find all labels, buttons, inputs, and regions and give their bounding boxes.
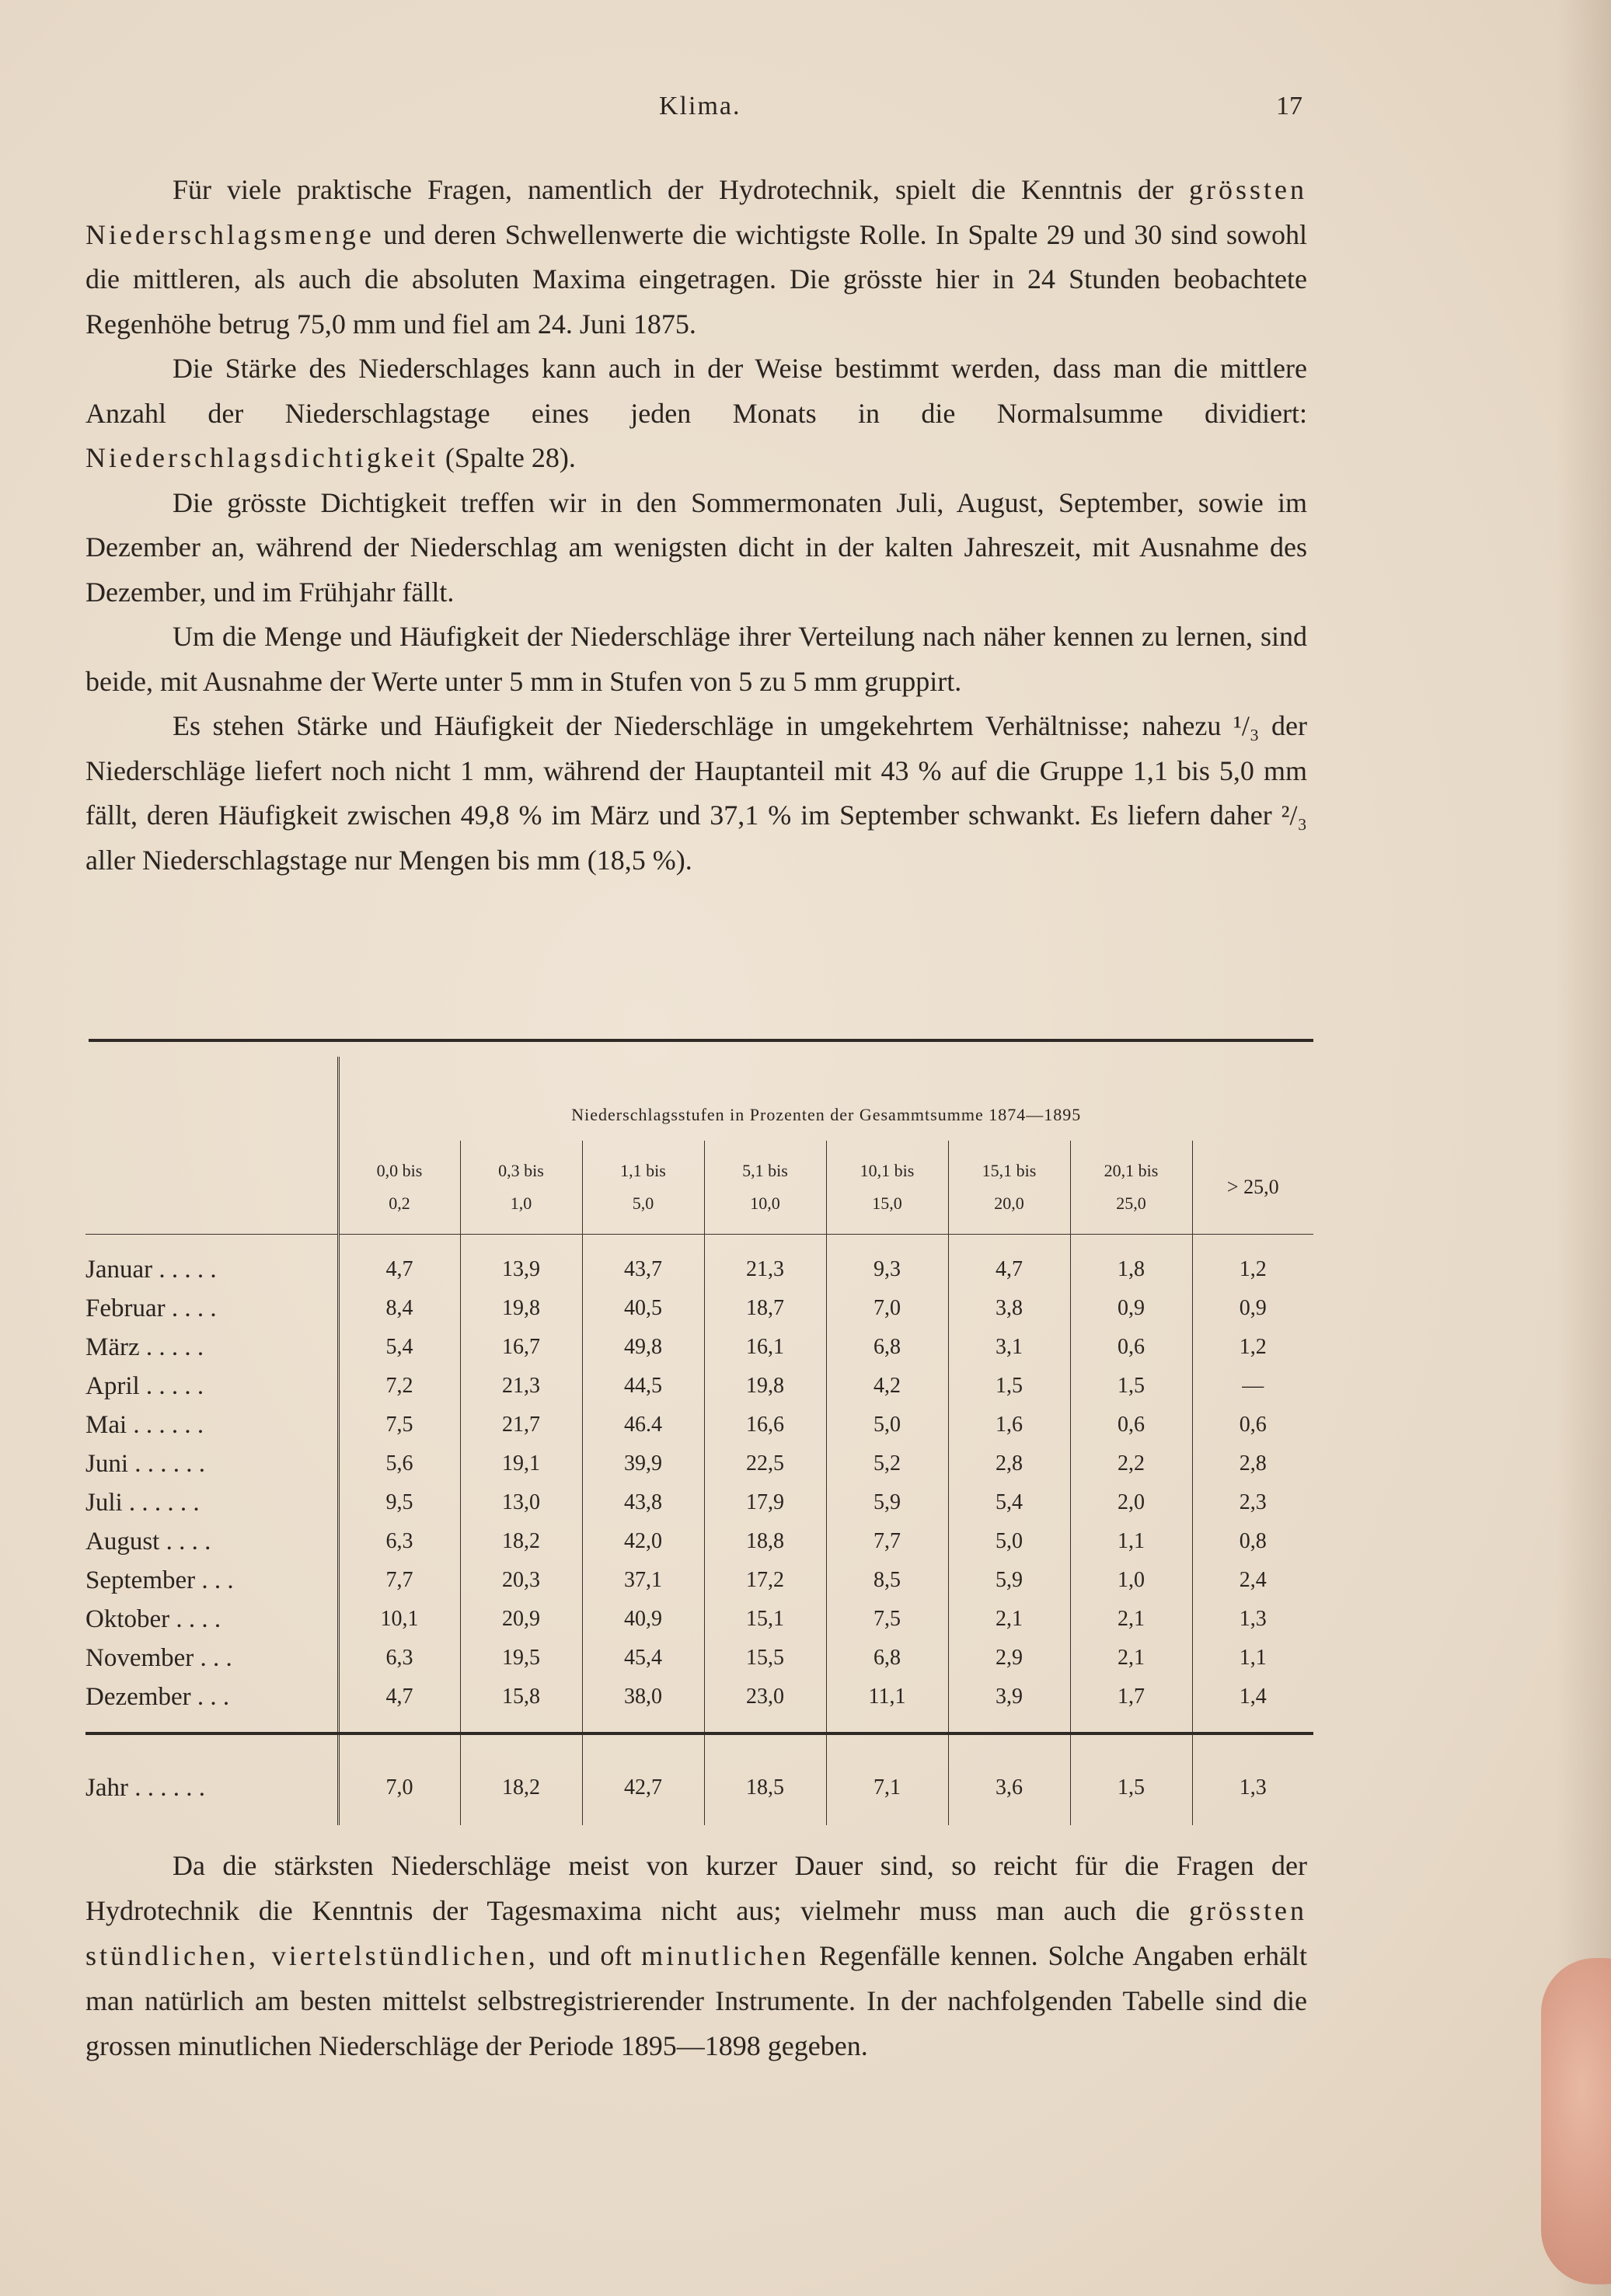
table-cell: 3,8 (948, 1289, 1070, 1328)
column-header-line2: 15,0 (872, 1193, 902, 1213)
column-header (704, 1141, 826, 1235)
row-label: Januar . . . . . (85, 1255, 217, 1284)
column-header-line2: 20,0 (994, 1193, 1024, 1213)
table-cell: 2,8 (1192, 1444, 1313, 1483)
table-cell: 7,0 (826, 1289, 948, 1328)
table-caption-row (85, 1057, 1313, 1141)
table-cell: 2,3 (1192, 1483, 1313, 1522)
table-cell: 38,0 (582, 1678, 704, 1733)
table-cell: 7,5 (826, 1600, 948, 1639)
column-header (826, 1141, 948, 1235)
page-number: 17 (1276, 92, 1302, 120)
table-cell: 4,7 (338, 1235, 460, 1290)
table-cell: 13,9 (460, 1235, 582, 1290)
table-cell: 1,3 (1192, 1600, 1313, 1639)
table-cell: 6,8 (826, 1328, 948, 1367)
table-cell: 5,4 (338, 1328, 460, 1367)
table-cell: 2,9 (948, 1639, 1070, 1678)
table-cell: 13,0 (460, 1483, 582, 1522)
table-cell: 3,1 (948, 1328, 1070, 1367)
table-cell: 2,1 (1070, 1600, 1192, 1639)
table-cell: 45,4 (582, 1639, 704, 1678)
row-label: November . . . (85, 1643, 232, 1672)
paragraph-text: Regenfälle kennen. Solche Angaben erhält man natürlich am besten mittelst selbstregistrierender Instrumente. In der nachfolgenden Tabelle sind die grossen minutlichen Niederschläge der Periode 1895—1898 gegeben. (85, 1940, 1307, 2061)
paragraph (85, 168, 1307, 347)
table-cell: 42,7 (582, 1733, 704, 1825)
table-row (85, 1367, 1313, 1406)
paragraph-text: Da die stärksten Niederschläge meist von kurzer Dauer sind, so reicht für die Fragen der Hydrotechnik die Kenntnis der Tagesmaxima nicht aus; vielmehr muss man auch die (85, 1850, 1307, 1926)
column-header-line1: 10,1 bis (860, 1161, 915, 1180)
table-cell: 6,3 (338, 1522, 460, 1561)
table-row (85, 1289, 1313, 1328)
table-cell: 2,2 (1070, 1444, 1192, 1483)
table-cell: 20,9 (460, 1600, 582, 1639)
running-title: Klima. (659, 92, 741, 120)
table-cell: 7,0 (338, 1733, 460, 1825)
table-cell: 8,5 (826, 1561, 948, 1600)
paragraph-text: Es stehen Stärke und Häufigkeit der Niederschläge in umgekehrtem Verhältnisse; nahezu ¹/₃ der Niederschläge liefert noch nicht 1 mm, während der Hauptanteil mit 43 % auf die Gruppe 1,1 bis 5,0 mm fällt, deren Häufigkeit zwischen 49,8 % im März und 37,1 % im September schwankt. Es liefern daher ²/₃ aller Niederschlagstage nur Mengen bis mm (18,5 %). (85, 710, 1307, 876)
paragraph-text: Die grösste Dichtigkeit treffen wir in den Sommermonaten Juli, August, September, sowie im Dezember an, während der Niederschlag am wenigsten dicht in der kalten Jahreszeit, mit Ausnahme des Dezember, und im Frühjahr fällt. (85, 486, 1307, 608)
table-cell: 6,3 (338, 1639, 460, 1678)
spaced-emphasis: Niederschlagsdichtigkeit (85, 442, 438, 473)
table-cell: 43,8 (582, 1483, 704, 1522)
table-cell: 2,1 (1070, 1639, 1192, 1678)
table-cell: 21,3 (460, 1367, 582, 1406)
paragraph-text: Für viele praktische Fragen, namentlich der Hydrotechnik, spielt die Kenntnis der (173, 174, 1189, 205)
table-cell: 0,9 (1070, 1289, 1192, 1328)
table-cell: 5,0 (948, 1522, 1070, 1561)
table-cell: 20,3 (460, 1561, 582, 1600)
table-cell: 15,5 (704, 1639, 826, 1678)
table-cell: 37,1 (582, 1561, 704, 1600)
spaced-emphasis: grössten stündlichen, viertelstündlichen, (85, 1895, 1307, 1971)
table-cell: 2,0 (1070, 1483, 1192, 1522)
table-cell: 1,1 (1192, 1639, 1313, 1678)
column-header (460, 1141, 582, 1235)
table-cell: 4,2 (826, 1367, 948, 1406)
table-cell: 18,2 (460, 1733, 582, 1825)
column-header (1192, 1141, 1313, 1235)
paragraph-text: Um die Menge und Häufigkeit der Niederschläge ihrer Verteilung nach näher kennen zu lernen, sind beide, mit Ausnahme der Werte unter 5 mm in Stufen von 5 zu 5 mm gruppirt. (85, 621, 1307, 697)
table-cell: 9,3 (826, 1235, 948, 1290)
paragraph (85, 704, 1307, 883)
table-cell: 19,8 (704, 1367, 826, 1406)
table-cell: 18,5 (704, 1733, 826, 1825)
column-header-line1: 20,1 bis (1104, 1161, 1159, 1180)
table-cell: 1,7 (1070, 1678, 1192, 1733)
column-header (948, 1141, 1070, 1235)
table-cell: 15,8 (460, 1678, 582, 1733)
column-header-line1: 1,1 bis (620, 1161, 666, 1180)
table-cell: 1,5 (1070, 1733, 1192, 1825)
table-cell: 1,2 (1192, 1235, 1313, 1290)
table-cell: 0,6 (1192, 1406, 1313, 1444)
table-cell: 1,5 (948, 1367, 1070, 1406)
table-cell: 1,5 (1070, 1367, 1192, 1406)
table-cell: 15,1 (704, 1600, 826, 1639)
table-cell: 18,8 (704, 1522, 826, 1561)
table-cell: 19,8 (460, 1289, 582, 1328)
thumb-image (1541, 1958, 1611, 2284)
table-cell: 9,5 (338, 1483, 460, 1522)
table-cell: 21,3 (704, 1235, 826, 1290)
table-row (85, 1444, 1313, 1483)
table-cell: 1,0 (1070, 1561, 1192, 1600)
table-cell: 7,7 (826, 1522, 948, 1561)
paragraph-text: Die Stärke des Niederschlages kann auch in der Weise bestimmt werden, dass man die mittlere Anzahl der Niederschlagstage eines jeden Monats in die Normalsumme dividiert: (85, 353, 1307, 429)
table-cell: 2,4 (1192, 1561, 1313, 1600)
column-header-line2: 5,0 (632, 1193, 654, 1213)
table-row (85, 1483, 1313, 1522)
table-cell: 19,5 (460, 1639, 582, 1678)
spaced-emphasis: minutlichen (641, 1940, 810, 1971)
table-cell: 4,7 (338, 1678, 460, 1733)
table-cell: 7,2 (338, 1367, 460, 1406)
table-cell: 18,7 (704, 1289, 826, 1328)
precipitation-table-wrap (85, 1057, 1313, 1825)
table-header-row (85, 1141, 1313, 1235)
table-cell: 3,9 (948, 1678, 1070, 1733)
table-cell: 7,5 (338, 1406, 460, 1444)
row-label: September . . . (85, 1566, 234, 1594)
table-cell: 6,8 (826, 1639, 948, 1678)
column-header-line2: 25,0 (1116, 1193, 1146, 1213)
paragraph (85, 615, 1307, 704)
table-cell: 46.4 (582, 1406, 704, 1444)
table-cell: 16,6 (704, 1406, 826, 1444)
column-header-line1: 0,3 bis (498, 1161, 544, 1180)
table-row (85, 1328, 1313, 1367)
row-label: April . . . . . (85, 1371, 204, 1400)
row-label: Juli . . . . . . (85, 1488, 200, 1517)
table-cell: 2,1 (948, 1600, 1070, 1639)
column-header-line1: 15,1 bis (982, 1161, 1037, 1180)
row-label: März . . . . . (85, 1333, 204, 1361)
table-cell: 5,0 (826, 1406, 948, 1444)
table-cell: 17,9 (704, 1483, 826, 1522)
table-cell: 1,3 (1192, 1733, 1313, 1825)
precipitation-table (85, 1057, 1313, 1825)
table-cell: 5,2 (826, 1444, 948, 1483)
body-text-top (85, 168, 1307, 883)
table-cell: 40,5 (582, 1289, 704, 1328)
row-label: Jahr . . . . . . (85, 1733, 338, 1825)
table-cell: 1,6 (948, 1406, 1070, 1444)
table-cell: 1,2 (1192, 1328, 1313, 1367)
table-cell: 5,4 (948, 1483, 1070, 1522)
table-cell: 1,8 (1070, 1235, 1192, 1290)
column-header (582, 1141, 704, 1235)
table-cell: 18,2 (460, 1522, 582, 1561)
table-cell: 5,9 (826, 1483, 948, 1522)
column-header-line2: 1,0 (510, 1193, 532, 1213)
table-row (85, 1678, 1313, 1733)
table-cell: 4,7 (948, 1235, 1070, 1290)
paragraph-text: und deren Schwellenwerte die wichtigste Rolle. In Spalte 29 und 30 sind sowohl die mittleren, als auch die absoluten Maxima eingetragen. Die grösste hier in 24 Stunden beobachtete Regenhöhe betrug 75,0 mm und fiel am 24. Juni 1875. (85, 218, 1307, 340)
table-cell: 0,9 (1192, 1289, 1313, 1328)
table-header-stub (85, 1141, 338, 1235)
table-caption: Niederschlagsstufen in Prozenten der Gesammtsumme 1874—1895 (571, 1105, 1082, 1124)
table-cell: 22,5 (704, 1444, 826, 1483)
table-row (85, 1561, 1313, 1600)
running-header (0, 92, 1611, 131)
spaced-emphasis: grössten Niederschlagsmenge (85, 174, 1307, 250)
page-edge-shadow (1557, 0, 1611, 2296)
column-header-line2: 0,2 (389, 1193, 410, 1213)
table-cell: 5,6 (338, 1444, 460, 1483)
table-cell: 0,6 (1070, 1328, 1192, 1367)
table-row (85, 1600, 1313, 1639)
row-label: Mai . . . . . . (85, 1410, 204, 1439)
year-total-row (85, 1733, 1313, 1825)
row-label: Dezember . . . (85, 1682, 230, 1711)
table-top-rule (89, 1039, 1313, 1042)
table-cell: 3,6 (948, 1733, 1070, 1825)
table-cell: 8,4 (338, 1289, 460, 1328)
column-header-line1: > 25,0 (1226, 1176, 1279, 1198)
row-label: August . . . . (85, 1527, 211, 1556)
column-header (1070, 1141, 1192, 1235)
table-cell: 16,1 (704, 1328, 826, 1367)
table-cell: 0,8 (1192, 1522, 1313, 1561)
table-cell: 21,7 (460, 1406, 582, 1444)
table-cell: 1,4 (1192, 1678, 1313, 1733)
column-header-line1: 0,0 bis (376, 1161, 423, 1180)
table-cell: 49,8 (582, 1328, 704, 1367)
paragraph (85, 1843, 1307, 2068)
table-cell: 7,1 (826, 1733, 948, 1825)
paragraph-text: und oft (538, 1940, 642, 1971)
table-cell: 11,1 (826, 1678, 948, 1733)
row-label: Februar . . . . (85, 1294, 217, 1322)
paragraph (85, 481, 1307, 615)
table-cell: 44,5 (582, 1367, 704, 1406)
table-cell: 7,7 (338, 1561, 460, 1600)
table-cell: 40,9 (582, 1600, 704, 1639)
paragraph-text: (Spalte 28). (438, 442, 576, 473)
table-cell: 10,1 (338, 1600, 460, 1639)
column-header (338, 1141, 460, 1235)
table-cell: 16,7 (460, 1328, 582, 1367)
table-cell: 5,9 (948, 1561, 1070, 1600)
column-header-line2: 10,0 (750, 1193, 780, 1213)
table-row (85, 1522, 1313, 1561)
table-cell: 0,6 (1070, 1406, 1192, 1444)
table-cell: — (1192, 1367, 1313, 1406)
table-cell: 1,1 (1070, 1522, 1192, 1561)
paragraph (85, 347, 1307, 481)
table-cell: 17,2 (704, 1561, 826, 1600)
table-row (85, 1235, 1313, 1290)
row-label: Oktober . . . . (85, 1604, 221, 1633)
body-text-bottom (85, 1843, 1307, 2068)
table-row (85, 1406, 1313, 1444)
table-cell: 42,0 (582, 1522, 704, 1561)
table-row (85, 1639, 1313, 1678)
table-cell: 23,0 (704, 1678, 826, 1733)
table-cell: 2,8 (948, 1444, 1070, 1483)
table-cell: 43,7 (582, 1235, 704, 1290)
column-header-line1: 5,1 bis (742, 1161, 788, 1180)
table-cell: 39,9 (582, 1444, 704, 1483)
table-cell: 19,1 (460, 1444, 582, 1483)
row-label: Juni . . . . . . (85, 1449, 206, 1478)
